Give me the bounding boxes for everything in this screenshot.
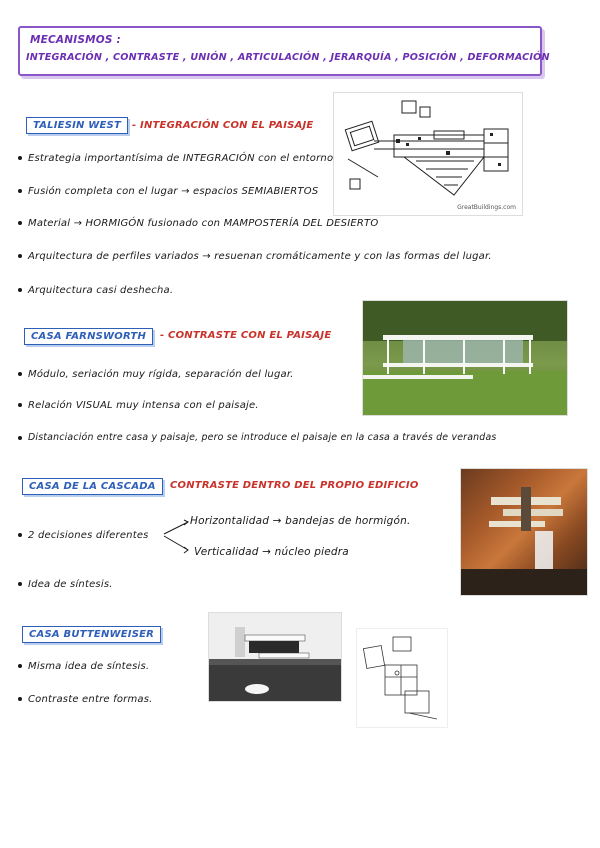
bullet-dot (18, 582, 22, 586)
image-caption: GreatBuildings.com (457, 204, 516, 211)
section-tag-taliesin-west: TALIESIN WEST (26, 117, 128, 134)
bullet-cascada-1 (18, 530, 149, 541)
header-box (18, 26, 550, 76)
buttenweiser-plan-drawing (357, 629, 447, 727)
bullet-text: Arquitectura de perfiles variados → resuenan cromáticamente y con las formas del lugar. (28, 251, 492, 262)
taliesin-west-plan-image (333, 92, 523, 216)
section-tag-casa-farnsworth: CASA FARNSWORTH (24, 328, 153, 345)
bullet-buttenweiser-2 (18, 694, 153, 705)
bullet-farnsworth-3 (18, 432, 497, 443)
bullet-farnsworth-1 (18, 369, 294, 380)
bullet-dot (18, 403, 22, 407)
fallingwater-drawing (461, 469, 587, 595)
bullet-taliesin-2 (18, 186, 318, 197)
casa-de-la-cascada-photo (460, 468, 588, 596)
bullet-text: Misma idea de síntesis. (28, 661, 150, 672)
section-subtitle-taliesin: - INTEGRACIÓN CON EL PAISAJE (132, 120, 314, 131)
bullet-text: Material → HORMIGÓN fusionado con MAMPOSTERÍA DEL DESIERTO (28, 218, 379, 229)
bullet-text: Fusión completa con el lugar → espacios SEMIABIERTOS (28, 186, 319, 197)
header-title: MECANISMOS : (30, 34, 121, 46)
bullet-taliesin-4 (18, 251, 492, 262)
bullet-text: Arquitectura casi deshecha. (28, 285, 174, 296)
bullet-text: Estrategia importantísima de INTEGRACIÓN con el entorno (28, 153, 334, 164)
section-subtitle-cascada: CONTRASTE DENTRO DEL PROPIO EDIFICIO (170, 480, 419, 491)
casa-farnsworth-photo (362, 300, 568, 416)
bullet-taliesin-5 (18, 285, 173, 296)
bullet-text: Distanciación entre casa y paisaje, pero se introduce el paisaje en la casa a través de verandas (28, 432, 497, 443)
section-subtitle-farnsworth: - CONTRASTE CON EL PAISAJE (160, 330, 332, 341)
bullet-dot (18, 533, 22, 537)
bullet-taliesin-3 (18, 218, 378, 229)
buttenweiser-house-drawing (209, 613, 341, 701)
bullet-text: Contraste entre formas. (28, 694, 153, 705)
section-tag-casa-buttenweiser: CASA BUTTENWEISER (22, 626, 161, 643)
bullet-dot (18, 221, 22, 225)
bullet-dot (18, 697, 22, 701)
bullet-text: Relación VISUAL muy intensa con el paisaje. (28, 400, 259, 411)
bullet-dot (18, 189, 22, 193)
section-tag-casa-de-la-cascada: CASA DE LA CASCADA (22, 478, 163, 495)
bullet-dot (18, 436, 22, 440)
bullet-text: 2 decisiones diferentes (28, 530, 149, 541)
bullet-dot (18, 372, 22, 376)
bullet-farnsworth-2 (18, 400, 259, 411)
bullet-dot (18, 254, 22, 258)
casa-buttenweiser-photo (208, 612, 342, 702)
branch-verticalidad: Verticalidad → núcleo piedra (194, 546, 349, 558)
farnsworth-house-drawing (363, 301, 567, 415)
bullet-dot (18, 288, 22, 292)
header-mechanisms-list: INTEGRACIÓN , CONTRASTE , UNIÓN , ARTICULACIÓN , JERARQUÍA , POSICIÓN , DEFORMACIÓN (26, 52, 550, 63)
floor-plan-drawing (334, 93, 522, 215)
bullet-dot (18, 156, 22, 160)
bullet-dot (18, 664, 22, 668)
casa-buttenweiser-plan (356, 628, 448, 728)
bullet-text: Idea de síntesis. (28, 579, 113, 590)
bullet-cascada-2 (18, 579, 113, 590)
branch-horizontalidad: Horizontalidad → bandejas de hormigón. (190, 515, 411, 527)
bullet-taliesin-1 (18, 153, 333, 164)
bullet-buttenweiser-1 (18, 661, 149, 672)
bullet-text: Módulo, seriación muy rígida, separación del lugar. (28, 369, 294, 380)
